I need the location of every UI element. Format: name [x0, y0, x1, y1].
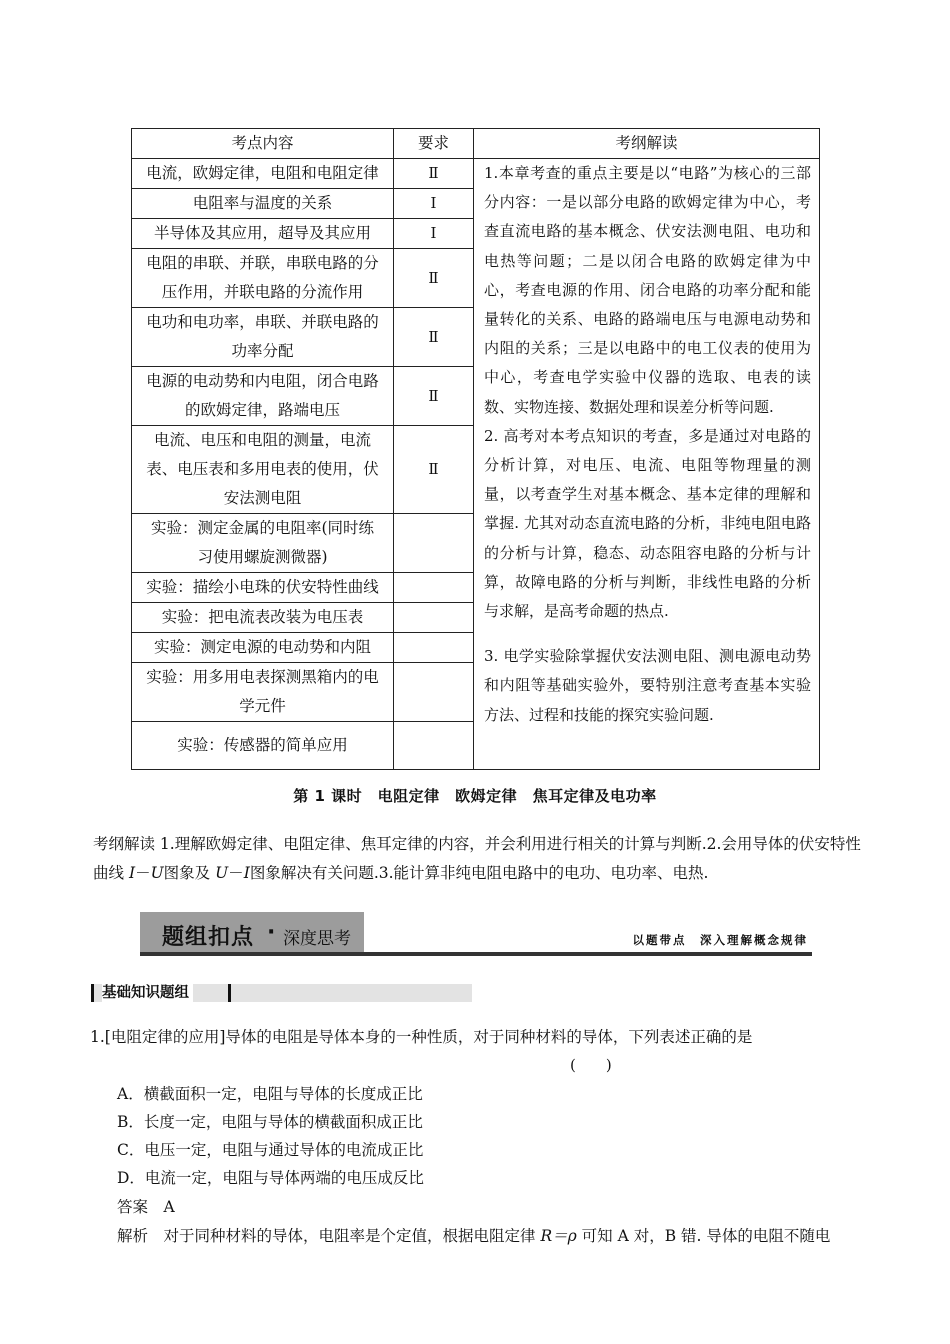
- outline-text: 考纲解读 1.理解欧姆定律、电阻定律、焦耳定律的内容，并会利用进行相关的计算与判断.2.会用导体的伏安特性曲线: [93, 835, 861, 882]
- row-content-line: 电功和电功率，串联、并联电路的: [146, 313, 379, 331]
- question-stem: 1.[电阻定律的应用]导体的电阻是导体本身的一种性质，对于同种材料的导体，下列表述正确的是: [90, 1028, 753, 1046]
- row-content-line: 表、电压表和多用电表的使用，伏: [146, 460, 379, 478]
- row-requirement: [394, 514, 474, 573]
- header-requirement: 要求: [394, 129, 474, 159]
- row-content: 实验：把电流表改装为电压表: [132, 603, 394, 633]
- row-requirement: [394, 603, 474, 633]
- banner-tagline: 以题带点 深入理解概念规律: [632, 933, 808, 947]
- symbol-u: U: [150, 864, 164, 882]
- lesson-title: 第 1 课时 电阻定律 欧姆定律 焦耳定律及电功率: [293, 787, 657, 805]
- interpretation-point-2: 2. 高考对本考点知识的考查，多是通过对电路的分析计算，对电压、电流、电阻等物理量的测量，以考查学生对基本概念、基本定律的理解和掌握. 尤其对动态直流电路的分析，非纯电阻电路的分析与计算，稳态、动态阻容电路的分析与计算，故障电路的分析与判断，非线性电路的分析与求解，是高考命题的热点.: [484, 426, 811, 621]
- table-header-row: [132, 129, 820, 159]
- row-content: 实验：描绘小电珠的伏安特性曲线: [132, 573, 394, 603]
- row-requirement: Ⅱ: [394, 308, 474, 367]
- symbol-i: I: [243, 864, 250, 882]
- row-content: 电流，欧姆定律，电阻和电阻定律: [132, 159, 394, 189]
- syllabus-table: [131, 128, 820, 770]
- row-content: [132, 426, 394, 514]
- answer-line: 答案 A: [117, 1198, 175, 1216]
- row-requirement: Ⅱ: [394, 426, 474, 514]
- row-content-line: 电源的电动势和内电阻，闭合电路: [146, 372, 379, 390]
- row-content: [132, 367, 394, 426]
- formula: R＝ρ: [540, 1227, 577, 1245]
- heading-bar-left: [91, 984, 94, 1002]
- banner-underline: [140, 952, 812, 956]
- group-heading-label: 基础知识题组: [102, 984, 193, 1002]
- row-content-line: 电阻的串联、并联，串联电路的分: [146, 254, 379, 272]
- header-interpretation: 考纲解读: [474, 129, 820, 159]
- row-content: 实验：测定电源的电动势和内阻: [132, 633, 394, 663]
- dash: －: [228, 864, 244, 882]
- row-requirement: Ⅱ: [394, 249, 474, 308]
- row-content: [132, 663, 394, 722]
- answer-blank: ( ): [570, 1056, 612, 1074]
- row-content-line: 安法测电阻: [223, 489, 302, 507]
- banner-subtitle: 深度思考: [283, 929, 351, 949]
- option-b: B．长度一定，电阻与导体的横截面积成正比: [117, 1113, 423, 1131]
- row-content-line: 功率分配: [231, 342, 294, 360]
- analysis-text: 可知 A 对，B 错. 导体的电阻不随电: [576, 1227, 831, 1245]
- symbol-i: I: [128, 864, 136, 882]
- option-c: C．电压一定，电阻与通过导体的电流成正比: [117, 1141, 424, 1159]
- symbol-u: U: [215, 864, 229, 882]
- heading-bar-right: [228, 984, 231, 1002]
- row-content-line: 压作用，并联电路的分流作用: [161, 283, 364, 301]
- row-content-line: 电流、电压和电阻的测量，电流: [153, 431, 371, 449]
- table-row: [132, 159, 820, 189]
- row-requirement: Ⅱ: [394, 159, 474, 189]
- interpretation-cell: [474, 159, 820, 770]
- outline-text: 图象及: [163, 864, 216, 882]
- row-requirement: [394, 663, 474, 722]
- outline-text: 图象解决有关问题.3.能计算非纯电阻电路中的电功、电功率、电热.: [249, 864, 709, 882]
- dash: －: [135, 864, 151, 882]
- row-requirement: [394, 633, 474, 663]
- outline-interpretation: [93, 830, 865, 888]
- interpretation-point-1: 1.本章考查的重点主要是以“电路”为核心的三部分内容：一是以部分电路的欧姆定律为中心，考查直流电路的基本概念、伏安法测电阻、电功和电热等问题；二是以闭合电路的欧姆定律为中心，考查电源的作用、闭合电路的功率分配和能量转化的关系、电路的路端电压与电源电动势和内阻的关系；三是以电路中的电工仪表的使用为中心，考查电学实验中仪器的选取、电表的读数、实物连接、数据处理和误差分析等问题.: [484, 164, 811, 416]
- row-content: [132, 249, 394, 308]
- row-requirement: Ⅱ: [394, 367, 474, 426]
- row-requirement: Ⅰ: [394, 219, 474, 249]
- banner-title: 题组扣点: [162, 925, 255, 950]
- row-content-line: 学元件: [239, 697, 286, 715]
- row-content: [132, 514, 394, 573]
- analysis-line: [117, 1226, 830, 1246]
- interpretation-point-3: 3. 电学实验除掌握伏安法测电阻、测电源电动势和内阻等基础实验外，要特别注意考查基本实验方法、过程和技能的探究实验问题.: [484, 647, 811, 724]
- row-requirement: [394, 722, 474, 770]
- row-content: 半导体及其应用，超导及其应用: [132, 219, 394, 249]
- row-requirement: [394, 573, 474, 603]
- group-heading: [91, 984, 472, 1002]
- row-content-line: 实验：测定金属的电阻率(同时练: [150, 519, 375, 537]
- option-a: A．横截面积一定，电阻与导体的长度成正比: [117, 1085, 423, 1103]
- option-d: D．电流一定，电阻与导体两端的电压成反比: [117, 1169, 424, 1187]
- row-content-line: 实验：用多用电表探测黑箱内的电: [146, 668, 379, 686]
- banner-dot: ·: [267, 920, 276, 945]
- row-content: 电阻率与温度的关系: [132, 189, 394, 219]
- analysis-text: 解析 对于同种材料的导体，电阻率是个定值，根据电阻定律: [117, 1227, 541, 1245]
- row-requirement: Ⅰ: [394, 189, 474, 219]
- row-content: 实验：传感器的简单应用: [132, 722, 394, 770]
- row-content-line: 的欧姆定律，路端电压: [184, 401, 340, 419]
- section-banner: [140, 912, 812, 958]
- row-content: [132, 308, 394, 367]
- header-content: 考点内容: [132, 129, 394, 159]
- row-content-line: 习使用螺旋测微器): [197, 548, 328, 566]
